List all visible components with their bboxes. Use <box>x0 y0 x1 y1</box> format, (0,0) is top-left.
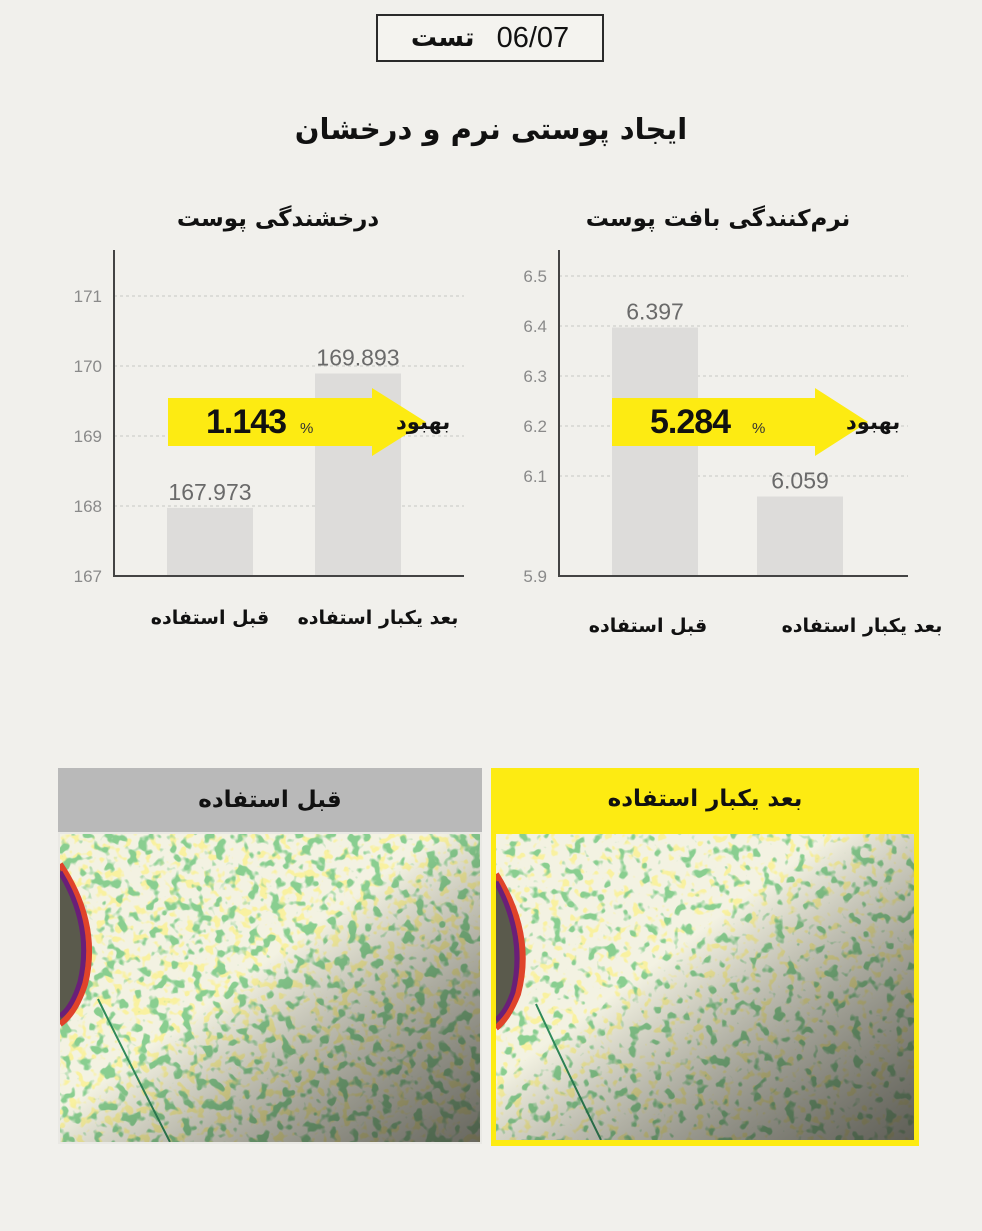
brightness-ytick: 170 <box>73 357 102 376</box>
brightness-bar <box>167 508 253 576</box>
softness-ytick: 6.4 <box>523 317 547 336</box>
before-panel <box>58 768 482 1144</box>
brightness-improvement-value: 1.143 <box>206 403 287 441</box>
softness-category-label: بعد یکبار استفاده <box>781 615 943 637</box>
softness-chart-title: نرم‌کنندگی بافت پوست <box>585 206 851 232</box>
softness-chart <box>500 190 943 650</box>
softness-improvement-value: 5.284 <box>650 403 731 441</box>
page-tag-label: تست <box>410 23 475 53</box>
after-panel-header: بعد یکبار استفاده <box>491 768 919 830</box>
brightness-value-label: 167.973 <box>168 478 252 505</box>
softness-improvement-word: بهبود <box>846 410 901 434</box>
softness-bar <box>612 328 698 577</box>
brightness-improvement-unit: % <box>300 420 314 437</box>
brightness-value-label: 169.893 <box>316 344 400 371</box>
brightness-category-label: بعد یکبار استفاده <box>297 607 459 629</box>
softness-improvement-unit: % <box>752 420 766 437</box>
page-title: ایجاد پوستی نرم و درخشان <box>294 112 688 146</box>
before-panel-header: قبل استفاده <box>58 768 482 832</box>
softness-ytick: 6.1 <box>523 467 547 486</box>
softness-ytick: 6.5 <box>523 267 547 286</box>
brightness-ytick: 169 <box>73 427 102 446</box>
softness-bar <box>757 497 843 577</box>
brightness-chart <box>60 190 490 650</box>
softness-improvement-arrow <box>612 388 900 456</box>
softness-value-label: 6.397 <box>626 298 684 325</box>
brightness-category-label: قبل استفاده <box>150 607 270 629</box>
brightness-ytick: 168 <box>73 497 102 516</box>
brightness-improvement-arrow <box>168 388 450 456</box>
brightness-improvement-word: بهبود <box>396 410 451 434</box>
brightness-ytick: 171 <box>73 287 102 306</box>
after-skin-image <box>496 834 914 1140</box>
before-skin-image <box>60 834 480 1142</box>
softness-value-label: 6.059 <box>771 467 829 494</box>
after-panel <box>491 768 919 1146</box>
softness-ytick: 6.2 <box>523 417 547 436</box>
softness-ytick: 5.9 <box>523 567 547 586</box>
brightness-chart-title: درخشندگی پوست <box>176 206 380 232</box>
brightness-ytick: 167 <box>73 567 102 586</box>
softness-category-label: قبل استفاده <box>588 615 708 637</box>
page-tag <box>376 14 604 62</box>
softness-ytick: 6.3 <box>523 367 547 386</box>
page-number: 06/07 <box>496 21 570 54</box>
